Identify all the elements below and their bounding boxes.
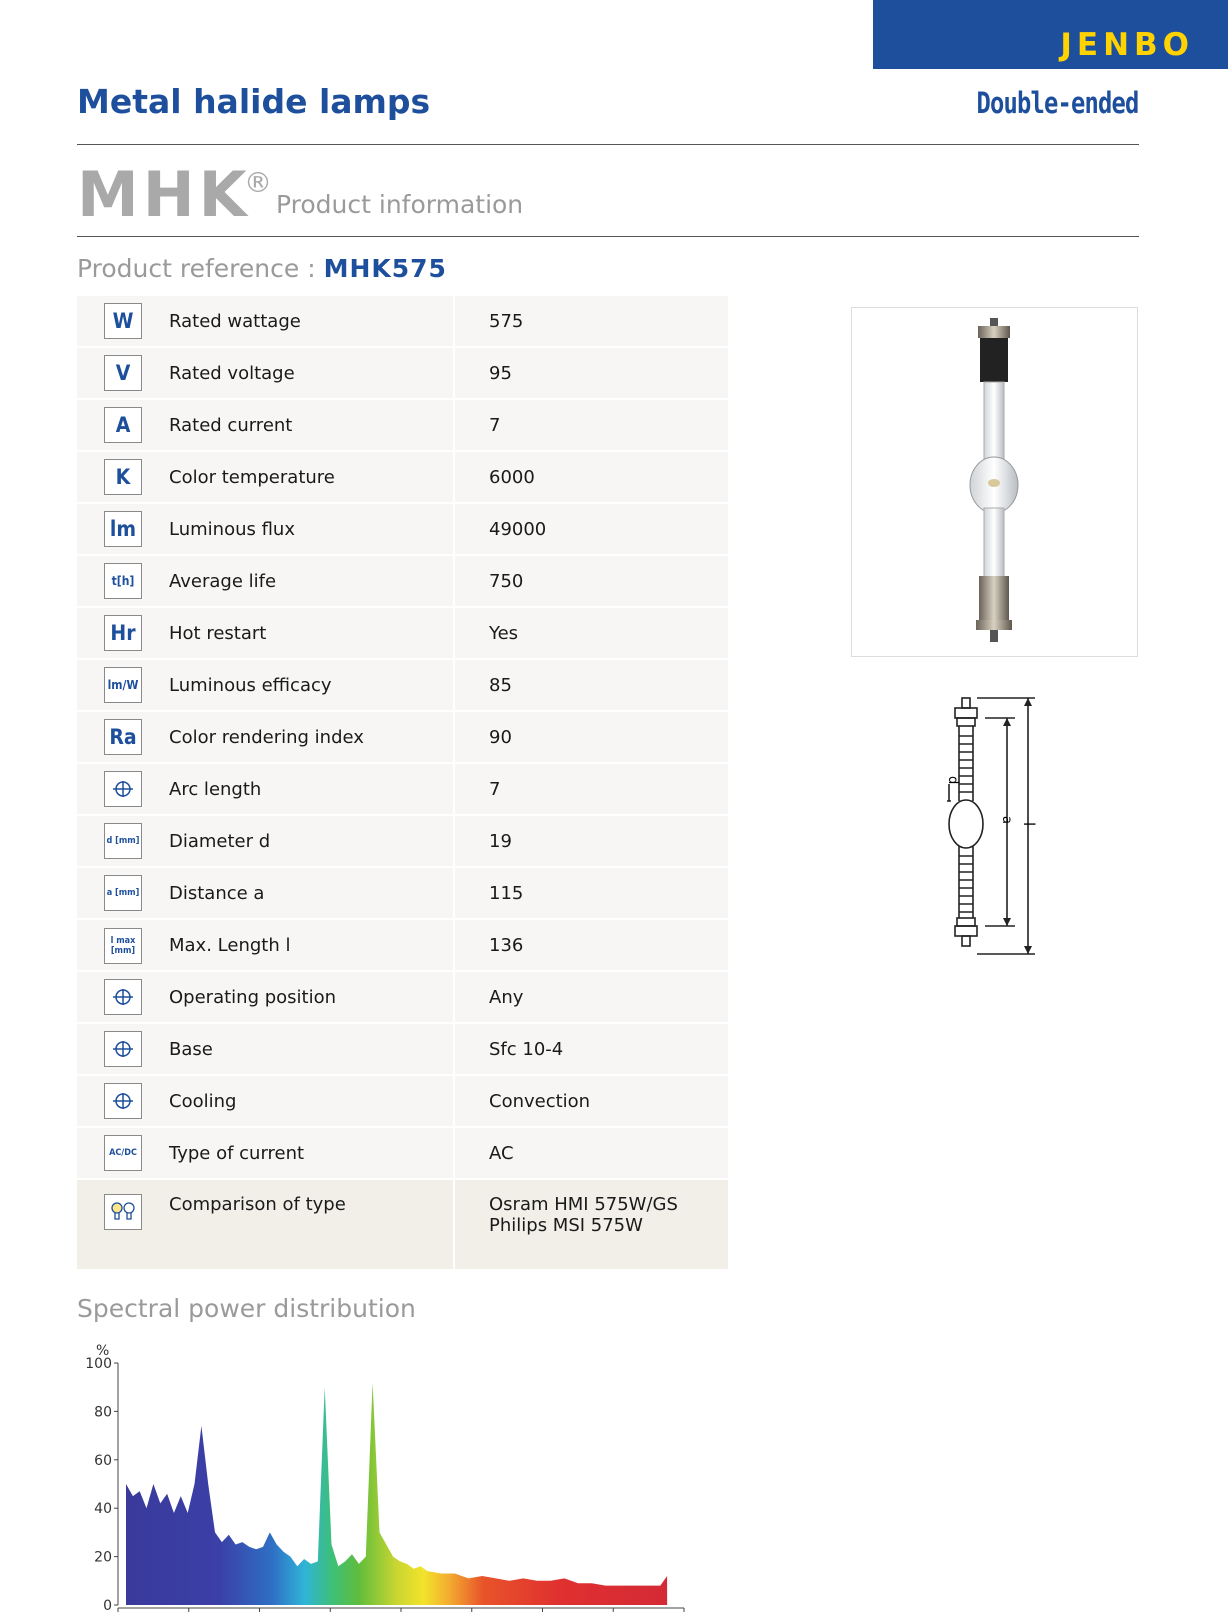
distance-icon: a [mm] xyxy=(104,875,142,911)
spec-value: 49000 xyxy=(454,503,728,555)
spec-icon-cell xyxy=(77,711,169,763)
hours-icon: t[h] xyxy=(104,563,142,599)
product-reference xyxy=(77,254,447,283)
y-tick-label: 20 xyxy=(94,1549,112,1566)
page-subtitle: Double-ended xyxy=(977,86,1139,120)
spec-icon-cell xyxy=(77,399,169,451)
watt-icon: W xyxy=(104,303,142,339)
spectral-area xyxy=(126,1382,667,1605)
arc-length-icon xyxy=(104,771,142,807)
operating-position-icon xyxy=(104,979,142,1015)
spec-row xyxy=(77,659,728,711)
spec-value: 19 xyxy=(454,815,728,867)
spec-value: Any xyxy=(454,971,728,1023)
spec-value: 575 xyxy=(454,296,728,347)
spec-value: 6000 xyxy=(454,451,728,503)
spec-value: Convection xyxy=(454,1075,728,1127)
spec-row xyxy=(77,919,728,971)
registered-mark: ® xyxy=(244,166,272,199)
spec-label: Rated current xyxy=(169,399,454,451)
comparison-value-1: Osram HMI 575W/GS xyxy=(489,1194,678,1215)
spec-icon-cell xyxy=(77,607,169,659)
spec-row xyxy=(77,763,728,815)
y-tick-label: 0 xyxy=(103,1598,112,1614)
spec-value: 95 xyxy=(454,347,728,399)
spec-row xyxy=(77,1075,728,1127)
spec-value xyxy=(454,1179,728,1270)
brand-logo: JENBO xyxy=(1060,27,1194,63)
spec-row xyxy=(77,711,728,763)
spec-row xyxy=(77,1127,728,1179)
page-title: Metal halide lamps xyxy=(77,82,431,121)
section-divider xyxy=(77,236,1139,237)
spec-icon-cell xyxy=(77,1075,169,1127)
spectral-title: Spectral power distribution xyxy=(77,1294,416,1323)
spec-value: 7 xyxy=(454,399,728,451)
spec-label: Rated voltage xyxy=(169,347,454,399)
kelvin-icon: K xyxy=(104,459,142,495)
spec-label: Luminous efficacy xyxy=(169,659,454,711)
spec-value: Sfc 10-4 xyxy=(454,1023,728,1075)
spec-value: 750 xyxy=(454,555,728,607)
spec-table xyxy=(77,296,728,1271)
spec-row xyxy=(77,867,728,919)
spec-value: 115 xyxy=(454,867,728,919)
spec-icon-cell xyxy=(77,555,169,607)
spec-label: Color rendering index xyxy=(169,711,454,763)
spec-icon-cell xyxy=(77,763,169,815)
product-reference-code: MHK575 xyxy=(323,254,447,283)
lamp-photo xyxy=(851,307,1138,657)
spec-row xyxy=(77,607,728,659)
y-tick-label: 100 xyxy=(85,1356,112,1372)
spectral-chart-svg xyxy=(85,1335,690,1614)
cooling-icon xyxy=(104,1083,142,1119)
volt-icon: V xyxy=(104,355,142,391)
spec-icon-cell xyxy=(77,659,169,711)
spec-icon-cell xyxy=(77,296,169,347)
lamp-dimension-diagram xyxy=(935,696,1045,976)
max-length-icon: l max [mm] xyxy=(104,928,142,964)
header-divider xyxy=(77,144,1139,145)
diameter-icon: d [mm] xyxy=(104,823,142,859)
y-tick-label: 80 xyxy=(94,1404,112,1421)
spec-label: Comparison of type xyxy=(169,1179,454,1270)
spec-label: Hot restart xyxy=(169,607,454,659)
y-tick-label: 60 xyxy=(94,1452,112,1469)
current-type-icon: AC/DC xyxy=(104,1135,142,1171)
spec-row xyxy=(77,451,728,503)
spec-label: Diameter d xyxy=(169,815,454,867)
spec-label: Type of current xyxy=(169,1127,454,1179)
spec-row xyxy=(77,1023,728,1075)
comparison-bulbs-icon xyxy=(104,1194,142,1230)
spec-icon-cell xyxy=(77,451,169,503)
product-info-label: Product information xyxy=(276,190,524,219)
spec-icon-cell xyxy=(77,1127,169,1179)
spec-row xyxy=(77,971,728,1023)
spec-icon-cell xyxy=(77,347,169,399)
spec-row xyxy=(77,347,728,399)
comparison-value-2: Philips MSI 575W xyxy=(489,1215,643,1236)
spec-label: Operating position xyxy=(169,971,454,1023)
cri-icon: Ra xyxy=(104,719,142,755)
spec-icon-cell xyxy=(77,1179,169,1270)
spec-value: 136 xyxy=(454,919,728,971)
spec-label: Cooling xyxy=(169,1075,454,1127)
spec-label: Distance a xyxy=(169,867,454,919)
y-tick-label: 40 xyxy=(94,1501,112,1518)
spec-row xyxy=(77,296,728,347)
spec-row xyxy=(77,815,728,867)
spec-label: Average life xyxy=(169,555,454,607)
lamp-photo-illustration xyxy=(852,308,1137,656)
spec-row xyxy=(77,399,728,451)
y-axis-label: % xyxy=(96,1343,110,1359)
dim-d-label: d xyxy=(945,776,960,785)
efficacy-icon: lm/W xyxy=(104,667,142,703)
spec-value: 85 xyxy=(454,659,728,711)
spec-label: Luminous flux xyxy=(169,503,454,555)
ampere-icon: A xyxy=(104,407,142,443)
product-logo: MHK xyxy=(77,158,251,231)
spec-row xyxy=(77,503,728,555)
spec-label: Max. Length l xyxy=(169,919,454,971)
spec-value: Yes xyxy=(454,607,728,659)
dim-a-label: a xyxy=(999,816,1014,824)
brand-banner xyxy=(873,0,1228,69)
spec-icon-cell xyxy=(77,503,169,555)
base-icon xyxy=(104,1031,142,1067)
spec-icon-cell xyxy=(77,1023,169,1075)
spec-row xyxy=(77,555,728,607)
spectral-chart xyxy=(85,1335,690,1616)
spec-label: Rated wattage xyxy=(169,296,454,347)
spec-label: Color temperature xyxy=(169,451,454,503)
spec-icon-cell xyxy=(77,815,169,867)
spec-icon-cell xyxy=(77,971,169,1023)
spec-value: AC xyxy=(454,1127,728,1179)
spec-row-comparison xyxy=(77,1179,728,1270)
spec-icon-cell xyxy=(77,867,169,919)
spec-label: Arc length xyxy=(169,763,454,815)
spec-value: 90 xyxy=(454,711,728,763)
lumen-icon: lm xyxy=(104,511,142,547)
dim-l-label: l xyxy=(1020,822,1038,827)
hot-restart-icon: Hr xyxy=(104,615,142,651)
spec-label: Base xyxy=(169,1023,454,1075)
spec-value: 7 xyxy=(454,763,728,815)
spec-icon-cell xyxy=(77,919,169,971)
product-reference-label: Product reference : xyxy=(77,254,316,283)
